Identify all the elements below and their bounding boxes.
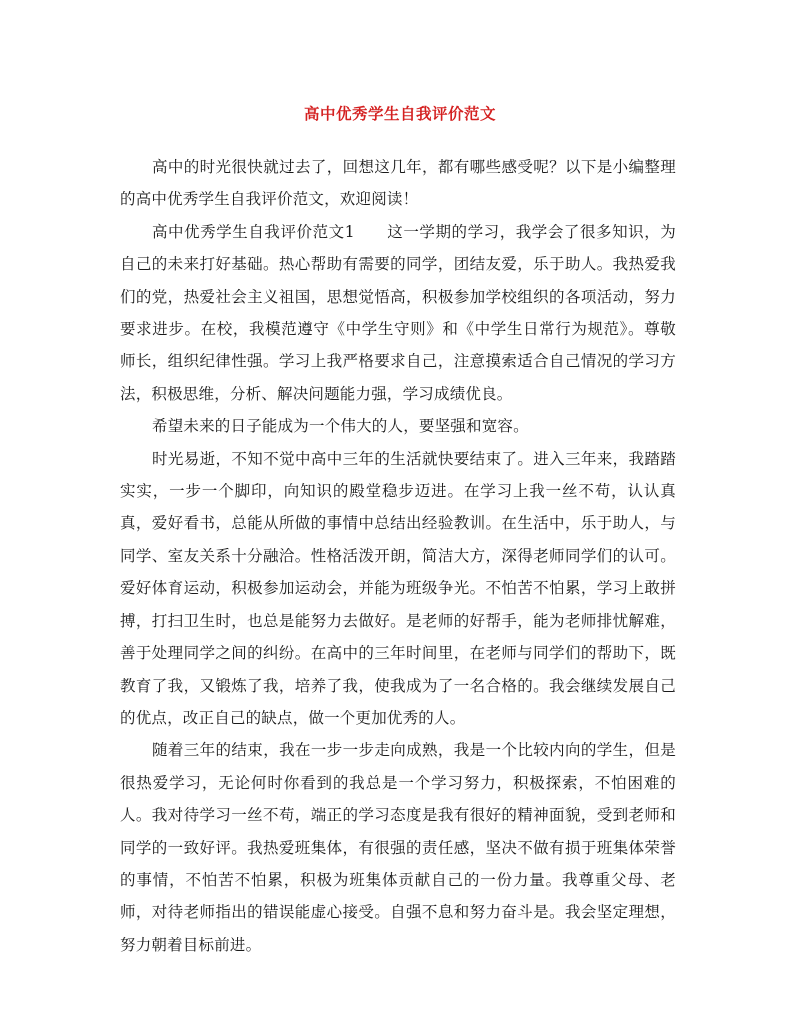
document-body xyxy=(120,151,676,961)
paragraph-maturity: 随着三年的结束，我在一步一步走向成熟，我是一个比较内向的学生，但是很热爱学习，无论何时你看到的我总是一个学习努力，积极探索，不怕困难的人。我对待学习一丝不苟，端正的学习态度是我有很好的精神面貌，受到老师和同学的一致好评。我热爱班集体，有很强的责任感，坚决不做有损于班集体荣誉的事情，不怕苦不怕累，积极为班集体贡献自己的一份力量。我尊重父母、老师，对待老师指出的错误能虚心接受。自强不息和努力奋斗是。我会坚定理想，努力朝着目标前进。 xyxy=(120,741,676,954)
paragraph-sample-1: 高中优秀学生自我评价范文1 这一学期的学习，我学会了很多知识，为自己的未来打好基础。热心帮助有需要的同学，团结友爱，乐于助人。我热爱我们的党，热爱社会主义祖国，思想觉悟高，积极参加学校组织的各项活动，努力要求进步。在校，我模范遵守《中学生守则》和《中学生日常行为规范》。尊敬师长，组织纪律性强。学习上我严格要求自己，注意摸索适合自己情况的学习方法，积极思维，分析、解决问题能力强，学习成绩优良。 xyxy=(120,222,676,403)
paragraph-hope: 希望未来的日子能成为一个伟大的人，要坚强和宽容。 xyxy=(152,417,529,436)
paragraph-three-years: 时光易逝，不知不觉中高中三年的生活就快要结束了。进入三年来，我踏踏实实，一步一个脚印，向知识的殿堂稳步迈进。在学习上我一丝不苟，认认真真，爱好看书，总能从所做的事情中总结出经验教训。在生活中，乐于助人，与同学、室友关系十分融洽。性格活泼开朗，简洁大方，深得老师同学们的认可。爱好体育运动，积极参加运动会，并能为班级争光。不怕苦不怕累，学习上敢拼搏，打扫卫生时，也总是能努力去做好。是老师的好帮手，能为老师排忧解难，善于处理同学之间的纠纷。在高中的三年时间里，在老师与同学们的帮助下，既教育了我，又锻炼了我，培养了我，使我成为了一名合格的。我会继续发展自己的优点，改正自己的缺点，做一个更加优秀的人。 xyxy=(120,449,676,727)
document-title: 高中优秀学生自我评价范文 xyxy=(303,104,496,123)
paragraph-intro: 高中的时光很快就过去了，回想这几年，都有哪些感受呢？以下是小编整理的高中优秀学生自我评价范文，欢迎阅读！ xyxy=(120,158,676,209)
